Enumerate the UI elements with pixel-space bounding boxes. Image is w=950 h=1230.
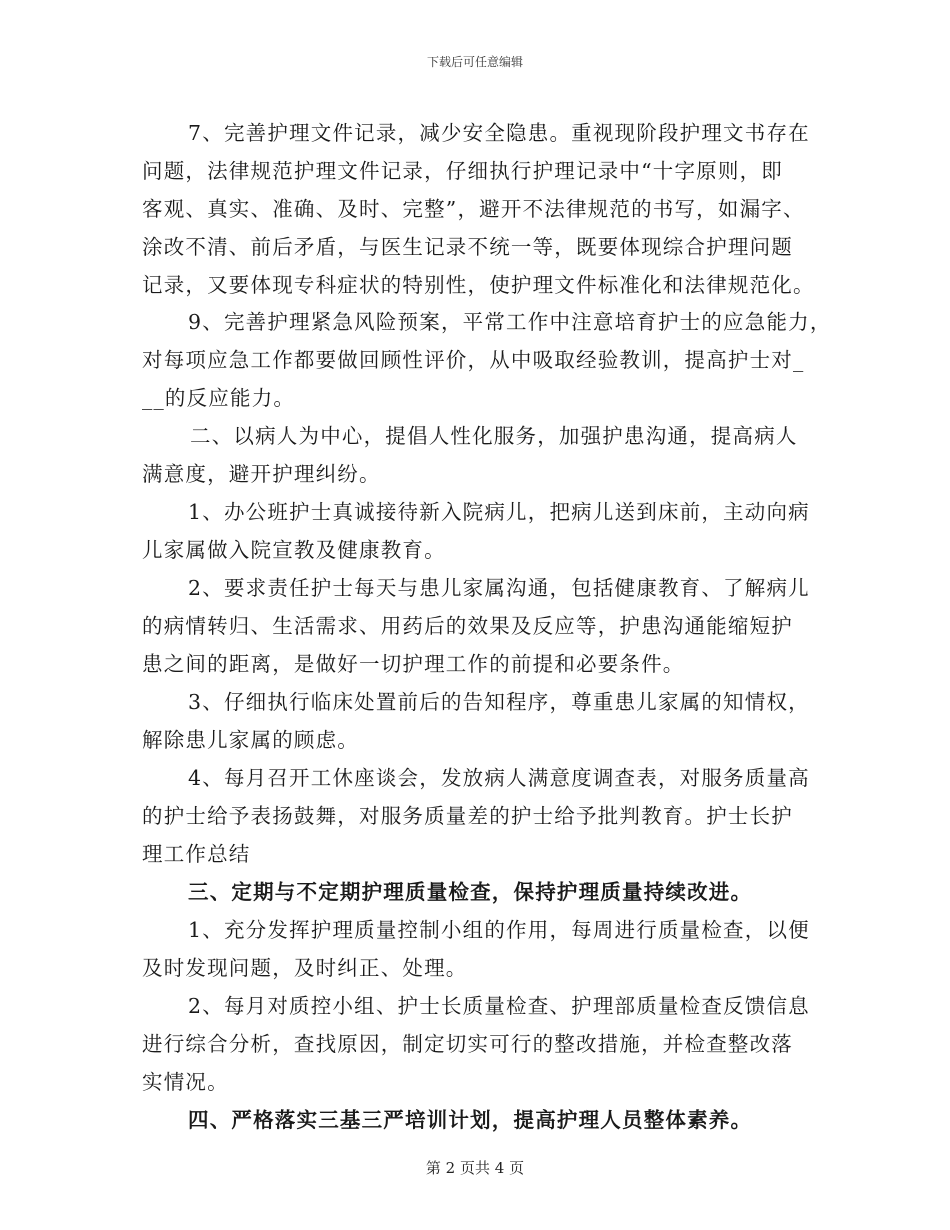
section-heading: 四、严格落实三基三严培训计划，提高护理人员整体素养。 bbox=[188, 1108, 753, 1132]
paragraph-line: 2、每月对质控小组、护士长质量检查、护理部质量检查反馈信息 bbox=[188, 994, 810, 1018]
paragraph-line: 及时发现问题，及时纠正、处理。 bbox=[142, 956, 468, 980]
paragraph-line: 问题，法律规范护理文件记录，仔细执行护理记录中“十字原则，即 bbox=[142, 159, 783, 183]
paragraph-line: 9、完善护理紧急风险预案，平常工作中注意培育护士的应急能力， bbox=[188, 310, 832, 334]
paragraph-line: 对每项应急工作都要做回顾性评价，从中吸取经验教训，提高护士对_ bbox=[142, 348, 805, 372]
paragraph-line: 记录，又要体现专科症状的特别性，使护理文件标准化和法律规范化。 bbox=[142, 273, 815, 297]
paragraph-line: 儿家属做入院宣教及健康教育。 bbox=[142, 538, 446, 562]
paragraph-line: 客观、真实、准确、及时、完整”，避开不法律规范的书写，如漏字、 bbox=[142, 197, 805, 221]
paragraph-line: 7、完善护理文件记录，减少安全隐患。重视现阶段护理文书存在 bbox=[188, 121, 810, 145]
paragraph-line: 2、要求责任护士每天与患儿家属沟通，包括健康教育、了解病儿 bbox=[188, 576, 810, 600]
section-heading: 三、定期与不定期护理质量检查，保持护理质量持续改进。 bbox=[188, 880, 753, 904]
paragraph-line: 的护士给予表扬鼓舞，对服务质量差的护士给予批判教育。护士长护 bbox=[142, 804, 793, 828]
paragraph-line: 1、充分发挥护理质量控制小组的作用，每周进行质量检查，以便 bbox=[188, 918, 810, 942]
paragraph-line: 1、办公班护士真诚接待新入院病儿，把病儿送到床前，主动向病 bbox=[188, 500, 810, 524]
paragraph-line: 4、每月召开工休座谈会，发放病人满意度调查表，对服务质量高 bbox=[188, 766, 810, 790]
paragraph-line: 涂改不清、前后矛盾，与医生记录不统一等，既要体现综合护理问题 bbox=[142, 235, 793, 259]
page-footer: 第 2 页共 4 页 bbox=[425, 1159, 525, 1177]
paragraph-line: 二、以病人为中心，提倡人性化服务，加强护患沟通，提高病人 bbox=[190, 424, 798, 448]
paragraph-line: 的病情转归、生活需求、用药后的效果及反应等，护患沟通能缩短护 bbox=[142, 614, 793, 638]
paragraph-line: 理工作总结 bbox=[142, 842, 251, 866]
paragraph-line: 3、仔细执行临床处置前后的告知程序，尊重患儿家属的知情权， bbox=[188, 690, 810, 714]
page-header: 下载后可任意编辑 bbox=[426, 55, 523, 69]
paragraph-line: __的反应能力。 bbox=[142, 386, 296, 410]
paragraph-line: 患之间的距离，是做好一切护理工作的前提和必要条件。 bbox=[142, 652, 685, 676]
paragraph-line: 实情况。 bbox=[142, 1070, 229, 1094]
paragraph-line: 解除患儿家属的顾虑。 bbox=[142, 728, 359, 752]
paragraph-line: 满意度，避开护理纠纷。 bbox=[142, 462, 381, 486]
paragraph-line: 进行综合分析，查找原因，制定切实可行的整改措施，并检查整改落 bbox=[142, 1032, 793, 1056]
